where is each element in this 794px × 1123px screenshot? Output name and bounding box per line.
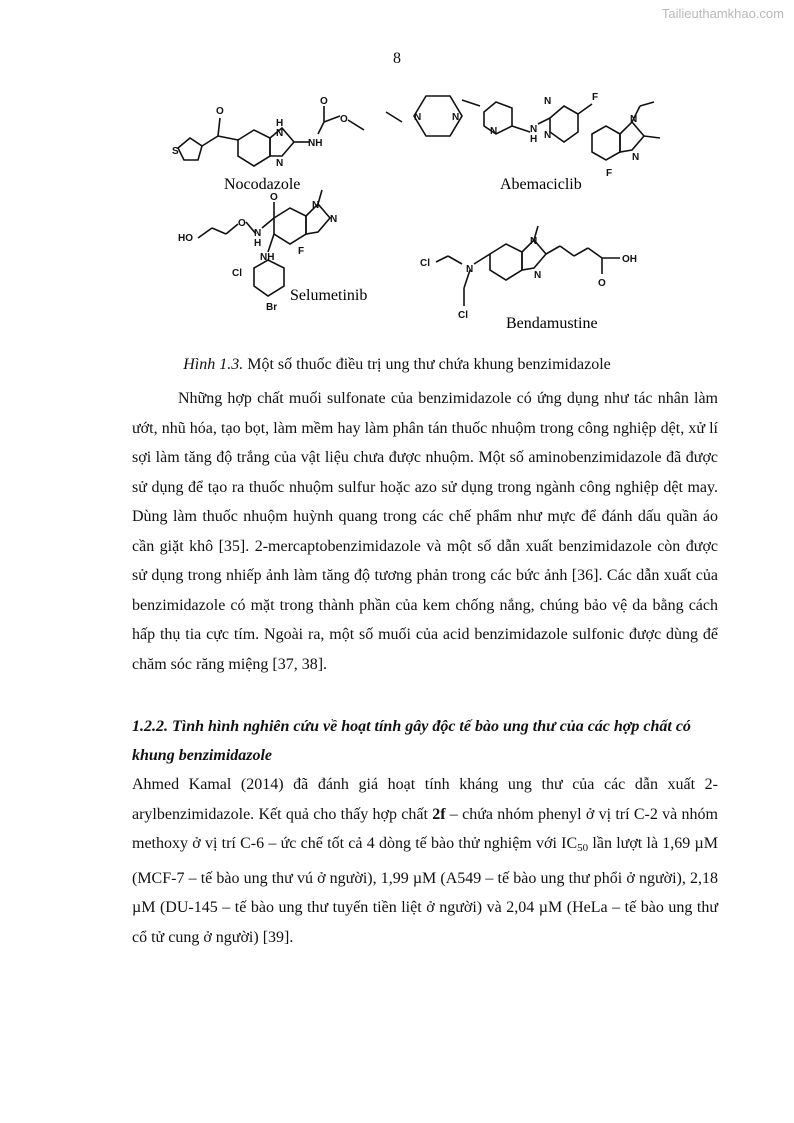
ic50-subscript: 50 <box>577 842 589 854</box>
svg-text:N: N <box>276 128 284 139</box>
section-heading-1-2-2: 1.2.2. Tình hình nghiên cứu về hoạt tính gây độc tế bào ung thư của các hợp chất có khung benzimidazole <box>132 718 691 764</box>
svg-text:N: N <box>544 96 552 107</box>
svg-text:N: N <box>534 270 542 281</box>
p2-part2: – chứa nhóm phenyl ở vị trí C-2 và nhóm methoxy ở vị trí C-6 – ức chế tốt cả 4 dòng tế bào thử nghiệm với IC <box>132 805 718 852</box>
svg-text:HO: HO <box>178 233 193 244</box>
label-nocodazole: Nocodazole <box>224 176 301 193</box>
svg-text:F: F <box>606 168 613 179</box>
svg-text:Cl: Cl <box>420 258 430 269</box>
svg-text:N: N <box>276 158 284 169</box>
svg-text:Br: Br <box>266 302 278 313</box>
compound-2f: 2f <box>432 805 446 823</box>
svg-text:O: O <box>340 114 348 125</box>
svg-text:N: N <box>530 124 538 135</box>
label-selumetinib: Selumetinib <box>290 287 368 304</box>
svg-text:N: N <box>414 112 422 123</box>
figure-caption <box>0 356 794 374</box>
svg-text:N: N <box>254 228 262 239</box>
paragraph-kamal-study <box>132 770 718 952</box>
svg-text:O: O <box>598 278 606 289</box>
svg-text:O: O <box>270 192 278 203</box>
caption-text: Một số thuốc điều trị ung thư chứa khung benzimidazole <box>243 356 611 373</box>
svg-text:NH: NH <box>260 252 275 263</box>
svg-text:O: O <box>238 218 246 229</box>
svg-text:F: F <box>592 92 599 103</box>
svg-text:N: N <box>632 152 640 163</box>
svg-text:Cl: Cl <box>232 268 242 279</box>
structures-drawing <box>150 76 670 348</box>
caption-label: Hình 1.3. <box>183 356 244 373</box>
abemaciclib-structure <box>386 92 660 179</box>
svg-text:H: H <box>276 118 284 129</box>
bendamustine-structure <box>420 226 637 321</box>
svg-text:H: H <box>254 238 262 249</box>
svg-text:F: F <box>298 246 305 257</box>
p2-part1: Ahmed Kamal (2014) đã đánh giá hoạt tính kháng ung thư của các dẫn xuất 2-arylbenzimidazole. Kết quả cho thấy hợp chất <box>132 776 718 823</box>
svg-text:NH: NH <box>308 138 323 149</box>
nocodazole-structure <box>172 96 364 169</box>
svg-text:N: N <box>466 264 474 275</box>
svg-text:N: N <box>630 114 638 125</box>
svg-text:O: O <box>320 96 328 107</box>
p2-part3: lần lượt là 1,69 µM (MCF-7 – tế bào ung thư vú ở người), 1,99 µM (A549 – tế bào ung thư phổi ở người), 2,18 µM (DU-145 – tế bào ung thư tuyến tiền liệt ở người) và 2,04 µM (HeLa – tế bào ung thư cổ tử cung ở người) [39]. <box>132 835 719 946</box>
figure-chemical-structures <box>150 76 670 348</box>
svg-text:N: N <box>452 112 460 123</box>
svg-text:OH: OH <box>622 254 637 265</box>
svg-text:N: N <box>490 126 498 137</box>
label-abemaciclib: Abemaciclib <box>500 176 582 193</box>
svg-text:O: O <box>216 106 224 117</box>
svg-text:N: N <box>544 130 552 141</box>
svg-text:S: S <box>172 146 179 157</box>
watermark: Tailieuthamkhao.com <box>661 6 784 21</box>
svg-text:H: H <box>530 134 538 145</box>
svg-text:N: N <box>330 214 338 225</box>
label-bendamustine: Bendamustine <box>506 315 598 332</box>
svg-text:N: N <box>312 200 320 211</box>
svg-text:N: N <box>530 236 538 247</box>
paragraph-sulfonate-applications: Những hợp chất muối sulfonate của benzimidazole có ứng dụng như tác nhân làm ướt, nhũ hóa, tạo bọt, làm mềm hay làm phân tán thuốc nhuộm trong công nghiệp dệt, xử lí sợi làm tăng độ trắng của vật liệu chưa được nhuộm. Một số aminobenzimidazole đã được sử dụng để tạo ra thuốc nhuộm sulfur hoặc azo sử dụng trong ngành công nghiệp dệt may. Dùng làm thuốc nhuộm huỳnh quang trong các chế phẩm như mực để đánh dấu quần áo cần giặt khô [35]. 2-mercaptobenzimidazole và một số dẫn xuất benzimidazole còn được sử dụng trong nhiếp ảnh làm tăng độ tương phản trong các bức ảnh [36]. Các dẫn xuất của benzimidazole có mặt trong thành phần của kem chống nắng, chúng bảo vệ da bằng cách hấp thụ tia cực tím. Ngoài ra, một số muối của acid benzimidazole sulfonic được dùng để chăm sóc răng miệng [37, 38]. <box>132 390 718 673</box>
page-number: 8 <box>393 50 401 67</box>
svg-text:Cl: Cl <box>458 310 468 321</box>
